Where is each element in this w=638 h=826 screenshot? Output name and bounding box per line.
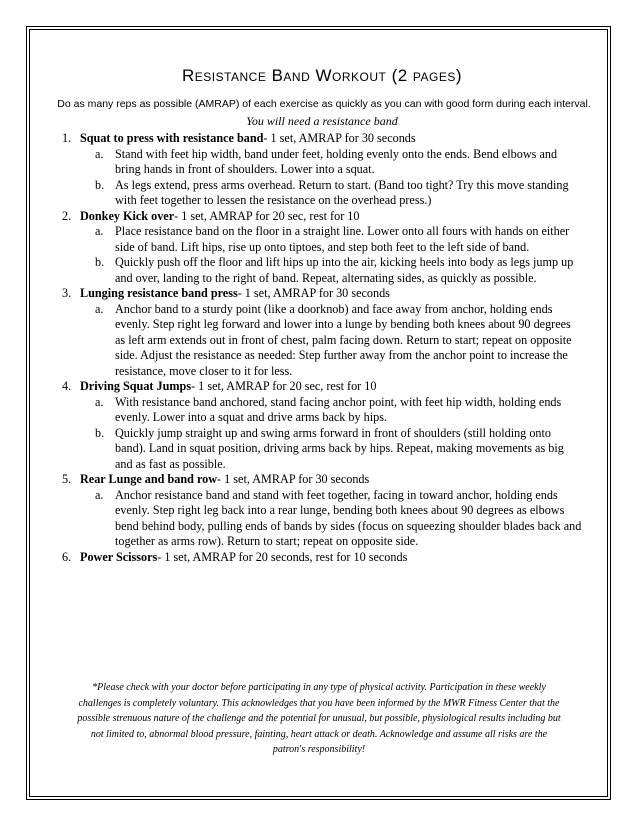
step-list [80, 224, 582, 286]
step-letter: a. [95, 487, 104, 502]
exercise-number: 6. [62, 549, 72, 564]
exercise-name: Lunging resistance band press [80, 286, 238, 300]
exercise-item [62, 472, 582, 550]
step-list [80, 147, 582, 209]
document-body [57, 66, 591, 565]
exercise-item [62, 286, 582, 379]
step-list [80, 302, 582, 380]
step-item [95, 224, 582, 255]
step-text: Quickly jump straight up and swing arms forward in front of shoulders (still holding onto band). Land in squat position, driving arms back by hips. Repeat, making movements as big and as fast as possible. [115, 425, 564, 471]
step-text: Place resistance band on the floor in a straight line. Lower onto all fours with hands on either side of band. Lift hips, rise up onto tiptoes, and step both feet to the left side of band. [115, 224, 570, 254]
step-letter: a. [95, 146, 104, 161]
step-item [95, 395, 582, 426]
step-list [80, 395, 582, 473]
step-text: Anchor band to a sturdy point (like a doorknob) and face away from anchor, holding ends evenly. Step right leg forward and lower into a lunge by bending both knees about 90 degrees as left arm extends out in front of chest, palm facing down. Return to start; repeat on opposite side. Adjust the resistance as needed: Step further away from the anchor point to increase the resistance, move closer to it for less. [115, 301, 572, 378]
step-list [80, 488, 582, 550]
step-item [95, 255, 582, 286]
exercise-detail: - 1 set, AMRAP for 30 seconds [217, 472, 370, 486]
exercise-number: 2. [62, 208, 72, 223]
exercise-number: 5. [62, 472, 72, 486]
step-text: Stand with feet hip width, band under feet, holding evenly onto the ends. Bend elbows and bring hands in front of shoulders. Lower into a squat. [115, 146, 558, 176]
step-item [95, 147, 582, 178]
exercise-detail: - 1 set, AMRAP for 20 seconds, rest for 10 seconds [157, 549, 408, 564]
exercise-name: Rear Lunge and band row [80, 472, 218, 486]
exercise-number: 1. [62, 131, 72, 145]
step-item [95, 178, 582, 209]
step-text: Anchor resistance band and stand with feet together, facing in toward anchor, holding ends evenly. Step right leg back into a rear lunge, bending both knees about 90 degrees as elbows bend behind body, pulling ends of bands by sides (focus on squeezing shoulder blades back and together as arms row). Return to start; repeat on opposite side. [115, 487, 582, 548]
step-letter: b. [95, 425, 105, 440]
disclaimer-text: *Please check with your doctor before participating in any type of physical activity. Participation in these weekly challenges is completely voluntary. This acknowledges that you have been informed by the MWR Fitness Center that the possible strenuous nature of the challenge and the potential for unusual, but possible, physiological results including but not limited to, abnormal blood pressure, fainting, heart attack or death. Acknowledge and assume all risks are the patron's responsibility! [77, 682, 561, 755]
step-letter: b. [95, 177, 105, 192]
step-text: With resistance band anchored, stand facing anchor point, with feet hip width, holding ends evenly. Lower into a squat and drive arms back by hips. [115, 394, 562, 424]
exercise-item [62, 131, 582, 209]
step-item [95, 488, 582, 550]
exercise-list [62, 131, 582, 565]
step-letter: a. [95, 224, 104, 238]
exercise-item [62, 209, 582, 287]
step-item [95, 426, 582, 473]
page-title: Resistance Band Workout (2 pages) [181, 66, 463, 85]
exercise-detail: - 1 set, AMRAP for 30 seconds [237, 286, 390, 300]
exercise-item [62, 550, 582, 566]
exercise-item [62, 379, 582, 472]
exercise-detail: - 1 set, AMRAP for 30 seconds [263, 131, 416, 145]
exercise-number: 4. [62, 379, 72, 393]
exercise-name: Power Scissors [80, 549, 158, 564]
step-text: Quickly push off the floor and lift hips up into the air, kicking heels into body as legs jump up and over, landing to the right of band. Repeat, alternating sides, as quickly as possible. [115, 255, 574, 285]
step-letter: a. [95, 394, 104, 409]
step-text: As legs extend, press arms overhead. Return to start. (Band too tight? Try this move standing with feet together to lessen the resistance on the overhead press.) [115, 177, 569, 207]
exercise-detail: - 1 set, AMRAP for 20 sec, rest for 10 [191, 379, 377, 393]
step-letter: a. [95, 301, 104, 316]
exercise-detail: - 1 set, AMRAP for 20 sec, rest for 10 [174, 208, 360, 223]
intro-text: Do as many reps as possible (AMRAP) of each exercise as quickly as you can with good form during each interval. [57, 98, 591, 110]
equipment-note: You will need a resistance band [246, 114, 398, 128]
step-letter: b. [95, 255, 105, 269]
exercise-name: Driving Squat Jumps [80, 379, 192, 393]
step-item [95, 302, 582, 380]
exercise-number: 3. [62, 286, 72, 300]
exercise-name: Squat to press with resistance band [80, 131, 264, 145]
exercise-name: Donkey Kick over [80, 208, 175, 223]
